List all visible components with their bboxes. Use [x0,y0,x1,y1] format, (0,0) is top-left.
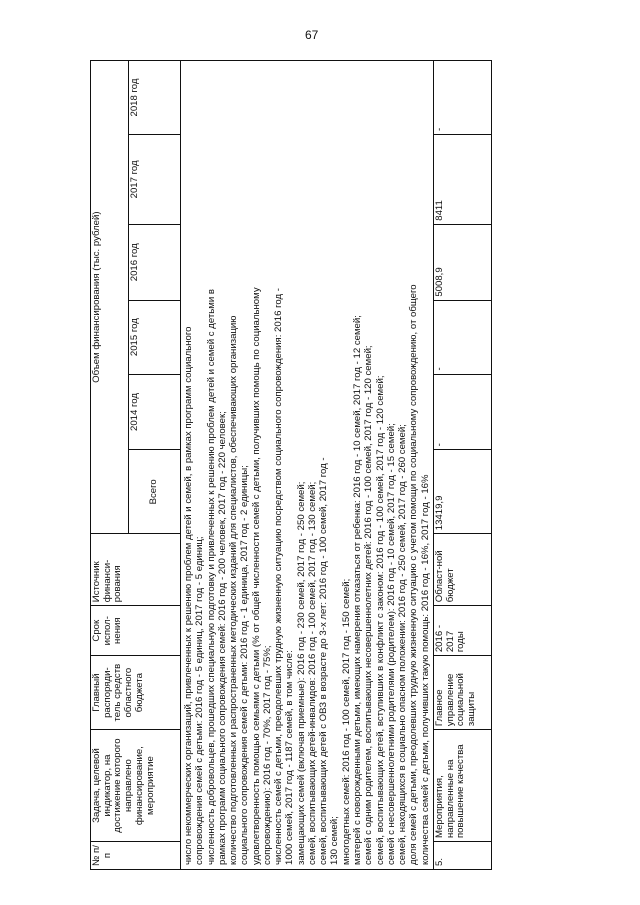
header-num: № п/п [91,842,181,870]
indicator-line: сопровождения семей с детьми: 2016 год - 5 единиц, 2017 год - 5 единиц; [194,536,206,865]
indicator-line: социального сопровождения семей с детьми: 2016 год - 1 единица, 2017 год - 2 единицы; [239,465,251,865]
header-year-2016: 2016 год [129,224,181,300]
header-task: Задача, целевой индикатор, на достижение которого направлено финансирование, мероприятие [91,730,181,842]
header-volume: Объем финансирования (тыс. рублей) [91,61,129,534]
indicator-line: количество подготовленных и распространенных методических изданий для специалистов, обеспечивающих организацию [228,315,240,865]
row5-task: Мероприятия, направленные на повышение качества [433,730,491,842]
financing-table [90,60,492,870]
header-year-2015: 2015 год [129,300,181,374]
indicator-line: рамках программ социального сопровождения семей: 2016 год - 200 человек, 2017 год - 220 человек; [216,411,228,865]
header-year-2014: 2014 год [129,374,181,450]
table-row [433,61,491,870]
row5-term: 2016 - 2017 годы [433,606,491,656]
indicator-line: удовлетворенность помощью семьями с детьми (% от общей численности семей с детьми, получивших помощь по социальному [250,287,262,865]
header-manager: Главный распоряди-тель средств областного бюджета [91,656,181,730]
row5-num: 5. [433,842,491,870]
indicators-cell [181,61,434,870]
indicator-line: численность семей с детьми, преодолевших трудную жизненную ситуацию посредством социального сопровождения: 2016 год - [273,288,285,865]
header-source: Источник финанси-рования [91,534,181,606]
indicator-line: численность добровольцев, прошедших специальную подготовку и привлеченных к решению проблем детей и семей с детьми в [205,289,217,865]
indicator-line: семей, воспитывающих детей-инвалидов: 2016 год - 100 семей, 2017 год - 130 семей; [306,481,318,865]
indicator-line: сопровождению): 2016 год - 70%, 2017 год - 75%; [261,645,273,865]
indicator-line: семей с одним родителем, воспитывающих несовершеннолетних детей: 2016 год - 100 семей, 2017 год - 120 семей; [363,345,375,865]
row5-manager: Главное управление социальной защиты [433,656,491,730]
indicator-line: количества семей с детьми, получивших такую помощь: 2016 год - 16%, 2017 год - 16% [419,474,431,865]
row5-2018: - [433,61,491,135]
row5-2015: - [433,300,491,374]
rotated-table-page [90,60,560,870]
header-term: Срок испол-нения [91,606,181,656]
row5-2016: 5008,9 [433,224,491,300]
indicator-line: семей, воспитывающих детей с ОВЗ в возрасте до 3-х лет: 2016 год - 100 семей, 2017 год - [318,457,330,865]
row5-source: Област-ной бюджет [433,534,491,606]
indicator-line: матерей с новорожденными детьми, имеющих намерения отказаться от ребенка: 2016 год - 10 семей, 2017 год - 12 семей; [351,315,363,865]
row5-2017: 8411 [433,134,491,224]
header-year-2017: 2017 год [129,134,181,224]
indicator-line: число некоммерческих организаций, привлеченных к решению проблем детей и семей, в рамках программ социального [183,326,194,865]
indicator-line: замещающих семей (включая приемные): 2016 год - 230 семей, 2017 год - 250 семей; [295,481,307,865]
indicator-line: многодетных семей: 2016 год - 100 семей, 2017 год - 150 семей; [340,578,352,865]
header-year-2018: 2018 год [129,61,181,135]
indicator-line: 130 семей; [329,816,341,865]
indicator-line: 1000 семей, 2017 год - 1187 семей, в том числе: [284,650,296,865]
indicator-line: доля семей с детьми, преодолевших трудную жизненную ситуацию с учетом помощи по социальному сопровождению, от общего [408,284,420,865]
page-number: 67 [305,28,319,42]
row5-total: 13419,9 [433,450,491,534]
row5-2014: - [433,374,491,450]
indicator-line: семей, находящихся в социально опасном положении: 2016 год - 250 семей, 2017 год - 260 семей; [397,424,409,865]
header-total: Всего [129,450,181,534]
indicator-line: семей с несовершеннолетними родителями (родителем): 2016 год - 10 семей, 2017 год - 15 семей; [385,423,397,865]
indicator-line: семей, воспитывающих детей, вступивших в конфликт с законом: 2016 год - 100 семей, 2017 год - 120 семей; [374,375,386,865]
